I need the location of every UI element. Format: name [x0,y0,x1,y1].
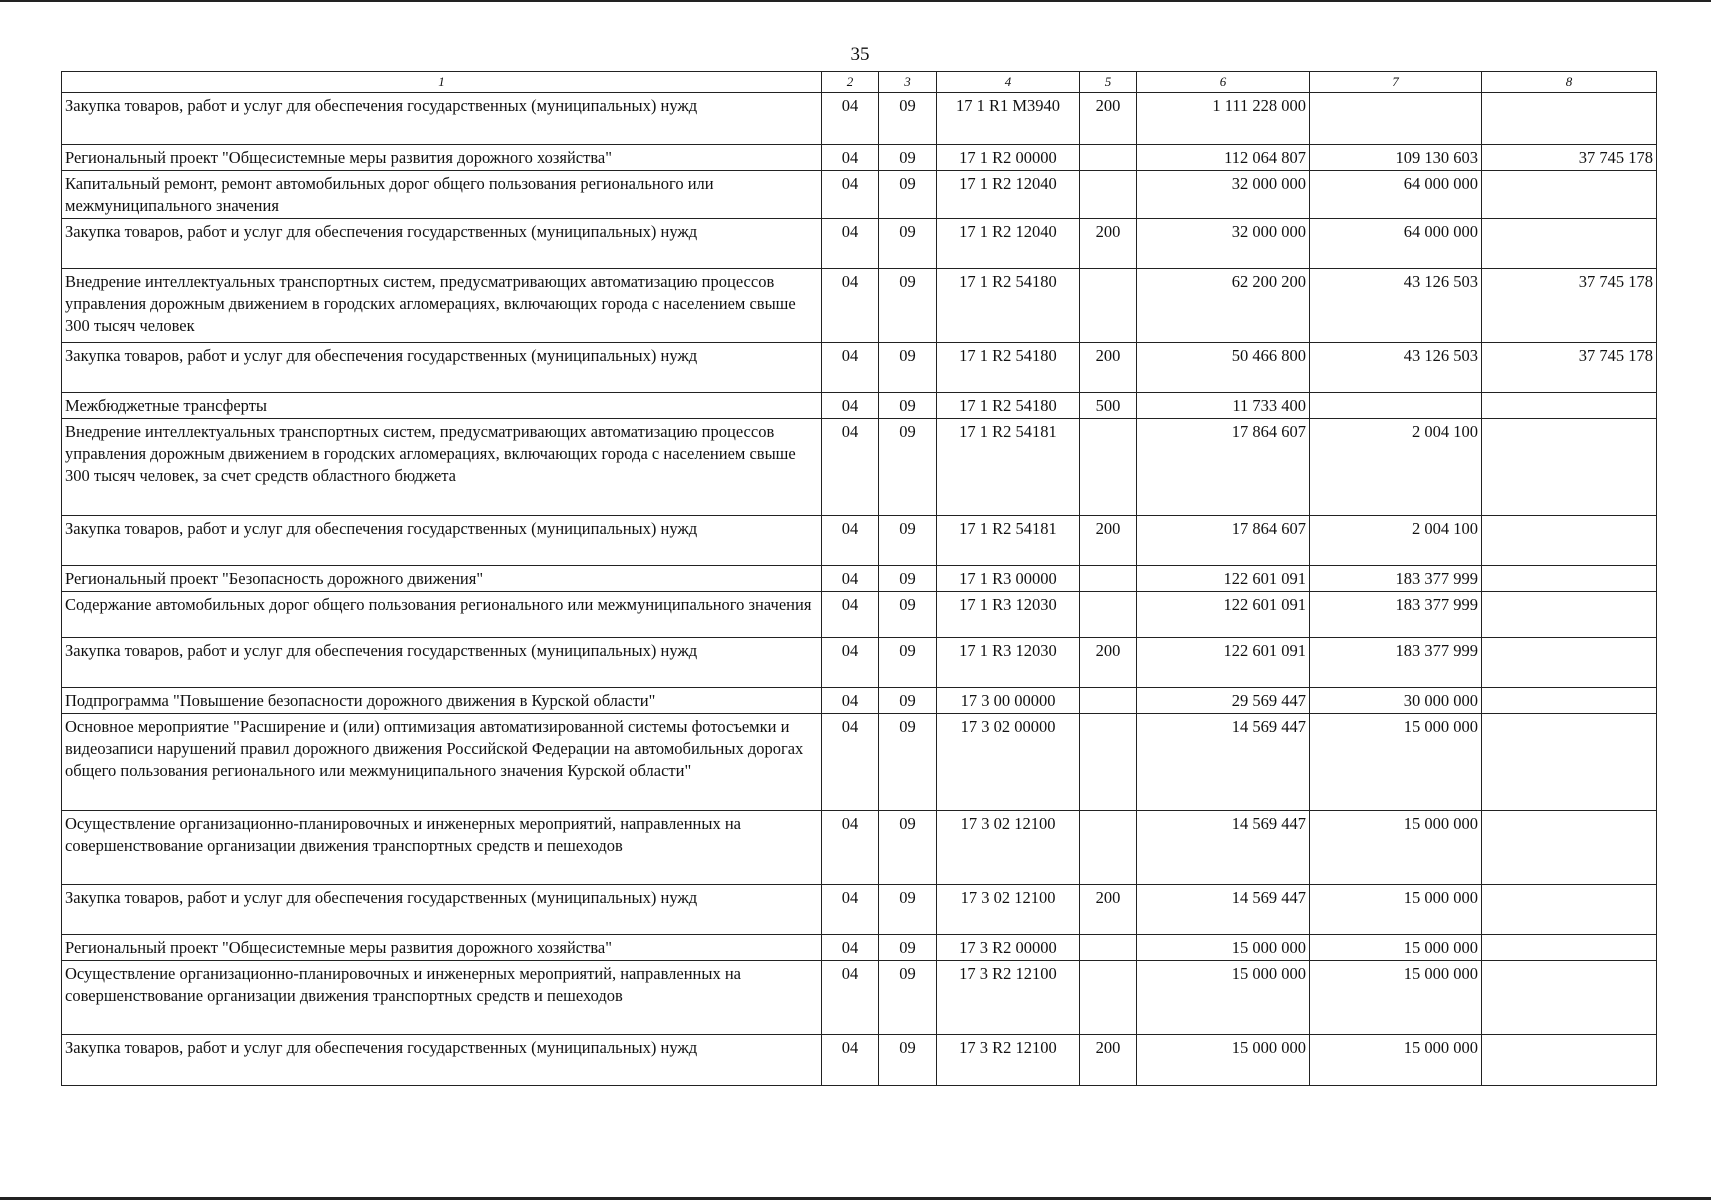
row-name: Осуществление организационно-планировочных и инженерных мероприятий, направленных на совершенствование организации движения транспортных средств и пешеходов [62,960,822,1034]
row-target-code: 17 1 R2 54180 [937,392,1080,418]
col-header-1: 1 [62,72,822,93]
row-expense-type: 500 [1080,392,1137,418]
row-target-code: 17 1 R3 12030 [937,591,1080,637]
row-amount-3 [1482,591,1657,637]
row-amount-3 [1482,1034,1657,1085]
row-amount-1: 29 569 447 [1137,687,1310,713]
col-header-7: 7 [1310,72,1482,93]
row-amount-1: 14 569 447 [1137,810,1310,884]
row-amount-2: 15 000 000 [1310,884,1482,934]
table-row [62,268,1657,342]
row-subsection: 09 [879,93,937,145]
row-subsection: 09 [879,687,937,713]
row-amount-1: 122 601 091 [1137,637,1310,687]
row-target-code: 17 1 R2 54181 [937,418,1080,515]
row-section: 04 [822,591,879,637]
col-header-2: 2 [822,72,879,93]
row-name: Капитальный ремонт, ремонт автомобильных дорог общего пользования регионального или межмуниципального значения [62,171,822,219]
row-section: 04 [822,418,879,515]
row-expense-type [1080,418,1137,515]
table-row [62,960,1657,1034]
row-section: 04 [822,637,879,687]
table-row [62,145,1657,171]
row-amount-1: 14 569 447 [1137,884,1310,934]
row-amount-1: 11 733 400 [1137,392,1310,418]
row-name: Закупка товаров, работ и услуг для обеспечения государственных (муниципальных) нужд [62,1034,822,1085]
row-subsection: 09 [879,515,937,565]
row-expense-type [1080,171,1137,219]
row-subsection: 09 [879,342,937,392]
row-name: Закупка товаров, работ и услуг для обеспечения государственных (муниципальных) нужд [62,884,822,934]
table-row [62,515,1657,565]
row-amount-2: 2 004 100 [1310,515,1482,565]
row-amount-2: 15 000 000 [1310,960,1482,1034]
row-name: Внедрение интеллектуальных транспортных систем, предусматривающих автоматизацию процессов управления дорожным движением в городских агломерациях, включающих города с населением свыше 300 тысяч человек, за счет средств областного бюджета [62,418,822,515]
row-amount-3 [1482,960,1657,1034]
row-target-code: 17 1 R3 12030 [937,637,1080,687]
row-section: 04 [822,392,879,418]
row-amount-2 [1310,392,1482,418]
table-row [62,342,1657,392]
row-amount-1: 14 569 447 [1137,713,1310,810]
table-row [62,637,1657,687]
row-amount-2: 15 000 000 [1310,713,1482,810]
table-row [62,713,1657,810]
table-row [62,392,1657,418]
row-subsection: 09 [879,268,937,342]
col-header-4: 4 [937,72,1080,93]
row-target-code: 17 1 R2 54180 [937,268,1080,342]
row-section: 04 [822,268,879,342]
table-row [62,810,1657,884]
col-header-8: 8 [1482,72,1657,93]
row-name: Основное мероприятие "Расширение и (или) оптимизация автоматизированной системы фотосъемки и видеозаписи нарушений правил дорожного движения Российской Федерации на автомобильных дорогах общего пользования регионального или межмуниципального значения Курской области" [62,713,822,810]
table-row [62,934,1657,960]
row-amount-2 [1310,93,1482,145]
table-row [62,418,1657,515]
row-amount-2: 15 000 000 [1310,1034,1482,1085]
table-row [62,218,1657,268]
table-row [62,93,1657,145]
col-header-5: 5 [1080,72,1137,93]
row-section: 04 [822,218,879,268]
row-amount-1: 1 111 228 000 [1137,93,1310,145]
row-target-code: 17 3 02 12100 [937,810,1080,884]
row-amount-3: 37 745 178 [1482,145,1657,171]
row-name: Подпрограмма "Повышение безопасности дорожного движения в Курской области" [62,687,822,713]
row-subsection: 09 [879,218,937,268]
row-amount-2: 64 000 000 [1310,218,1482,268]
row-amount-3 [1482,884,1657,934]
row-amount-3: 37 745 178 [1482,268,1657,342]
row-name: Закупка товаров, работ и услуг для обеспечения государственных (муниципальных) нужд [62,93,822,145]
row-target-code: 17 3 02 00000 [937,713,1080,810]
row-target-code: 17 1 R2 54181 [937,515,1080,565]
row-section: 04 [822,810,879,884]
row-subsection: 09 [879,960,937,1034]
row-expense-type [1080,145,1137,171]
row-expense-type: 200 [1080,342,1137,392]
row-amount-2: 30 000 000 [1310,687,1482,713]
row-subsection: 09 [879,713,937,810]
row-section: 04 [822,145,879,171]
row-section: 04 [822,960,879,1034]
row-amount-3 [1482,392,1657,418]
row-amount-1: 15 000 000 [1137,960,1310,1034]
row-expense-type [1080,960,1137,1034]
row-amount-3 [1482,515,1657,565]
row-name: Осуществление организационно-планировочных и инженерных мероприятий, направленных на совершенствование организации движения транспортных средств и пешеходов [62,810,822,884]
row-expense-type: 200 [1080,884,1137,934]
row-name: Закупка товаров, работ и услуг для обеспечения государственных (муниципальных) нужд [62,637,822,687]
row-amount-2: 15 000 000 [1310,810,1482,884]
row-expense-type [1080,565,1137,591]
row-amount-2: 43 126 503 [1310,268,1482,342]
row-subsection: 09 [879,637,937,687]
row-expense-type [1080,713,1137,810]
row-target-code: 17 3 R2 12100 [937,960,1080,1034]
row-amount-2: 183 377 999 [1310,591,1482,637]
row-expense-type: 200 [1080,637,1137,687]
row-amount-1: 15 000 000 [1137,1034,1310,1085]
row-subsection: 09 [879,1034,937,1085]
row-name: Межбюджетные трансферты [62,392,822,418]
row-name: Региональный проект "Общесистемные меры развития дорожного хозяйства" [62,145,822,171]
row-expense-type: 200 [1080,93,1137,145]
budget-table [61,71,1657,1086]
col-header-3: 3 [879,72,937,93]
row-amount-1: 122 601 091 [1137,591,1310,637]
row-target-code: 17 1 R1 M3940 [937,93,1080,145]
row-subsection: 09 [879,934,937,960]
row-section: 04 [822,171,879,219]
table-row [62,884,1657,934]
row-expense-type [1080,934,1137,960]
row-section: 04 [822,565,879,591]
row-name: Содержание автомобильных дорог общего пользования регионального или межмуниципального значения [62,591,822,637]
row-amount-2: 2 004 100 [1310,418,1482,515]
row-amount-3 [1482,934,1657,960]
row-amount-3 [1482,565,1657,591]
row-target-code: 17 1 R2 12040 [937,171,1080,219]
row-target-code: 17 1 R3 00000 [937,565,1080,591]
row-amount-3: 37 745 178 [1482,342,1657,392]
row-section: 04 [822,93,879,145]
row-amount-3 [1482,810,1657,884]
row-amount-2: 43 126 503 [1310,342,1482,392]
row-section: 04 [822,687,879,713]
row-amount-3 [1482,687,1657,713]
row-expense-type [1080,268,1137,342]
row-subsection: 09 [879,145,937,171]
row-subsection: 09 [879,591,937,637]
row-expense-type: 200 [1080,515,1137,565]
row-target-code: 17 3 02 12100 [937,884,1080,934]
row-target-code: 17 1 R2 54180 [937,342,1080,392]
row-amount-3 [1482,171,1657,219]
row-section: 04 [822,1034,879,1085]
row-section: 04 [822,713,879,810]
row-subsection: 09 [879,392,937,418]
row-section: 04 [822,934,879,960]
col-header-6: 6 [1137,72,1310,93]
row-section: 04 [822,884,879,934]
row-amount-2: 183 377 999 [1310,637,1482,687]
row-amount-3 [1482,218,1657,268]
row-name: Закупка товаров, работ и услуг для обеспечения государственных (муниципальных) нужд [62,218,822,268]
row-expense-type: 200 [1080,218,1137,268]
row-amount-1: 15 000 000 [1137,934,1310,960]
row-target-code: 17 3 R2 00000 [937,934,1080,960]
row-subsection: 09 [879,810,937,884]
row-section: 04 [822,515,879,565]
row-section: 04 [822,342,879,392]
row-amount-3 [1482,93,1657,145]
row-subsection: 09 [879,565,937,591]
row-amount-1: 62 200 200 [1137,268,1310,342]
row-subsection: 09 [879,884,937,934]
row-name: Закупка товаров, работ и услуг для обеспечения государственных (муниципальных) нужд [62,515,822,565]
row-amount-2: 109 130 603 [1310,145,1482,171]
row-amount-2: 183 377 999 [1310,565,1482,591]
row-expense-type [1080,810,1137,884]
row-target-code: 17 3 00 00000 [937,687,1080,713]
table-row [62,171,1657,219]
table-row [62,1034,1657,1085]
row-amount-1: 122 601 091 [1137,565,1310,591]
row-expense-type [1080,687,1137,713]
row-target-code: 17 1 R2 12040 [937,218,1080,268]
row-amount-1: 112 064 807 [1137,145,1310,171]
table-row [62,687,1657,713]
row-amount-1: 50 466 800 [1137,342,1310,392]
row-amount-2: 64 000 000 [1310,171,1482,219]
row-amount-3 [1482,637,1657,687]
row-subsection: 09 [879,171,937,219]
row-name: Внедрение интеллектуальных транспортных систем, предусматривающих автоматизацию процессов управления дорожным движением в городских агломерациях, включающих города с населением свыше 300 тысяч человек [62,268,822,342]
row-amount-2: 15 000 000 [1310,934,1482,960]
row-subsection: 09 [879,418,937,515]
row-amount-3 [1482,713,1657,810]
table-row [62,591,1657,637]
row-target-code: 17 1 R2 00000 [937,145,1080,171]
row-name: Региональный проект "Общесистемные меры развития дорожного хозяйства" [62,934,822,960]
row-expense-type [1080,591,1137,637]
row-name: Региональный проект "Безопасность дорожного движения" [62,565,822,591]
row-amount-1: 32 000 000 [1137,171,1310,219]
row-amount-1: 17 864 607 [1137,515,1310,565]
row-amount-3 [1482,418,1657,515]
row-expense-type: 200 [1080,1034,1137,1085]
row-name: Закупка товаров, работ и услуг для обеспечения государственных (муниципальных) нужд [62,342,822,392]
row-amount-1: 32 000 000 [1137,218,1310,268]
row-amount-1: 17 864 607 [1137,418,1310,515]
table-row [62,565,1657,591]
table-header-row [62,72,1657,93]
row-target-code: 17 3 R2 12100 [937,1034,1080,1085]
page-number: 35 [850,44,870,65]
